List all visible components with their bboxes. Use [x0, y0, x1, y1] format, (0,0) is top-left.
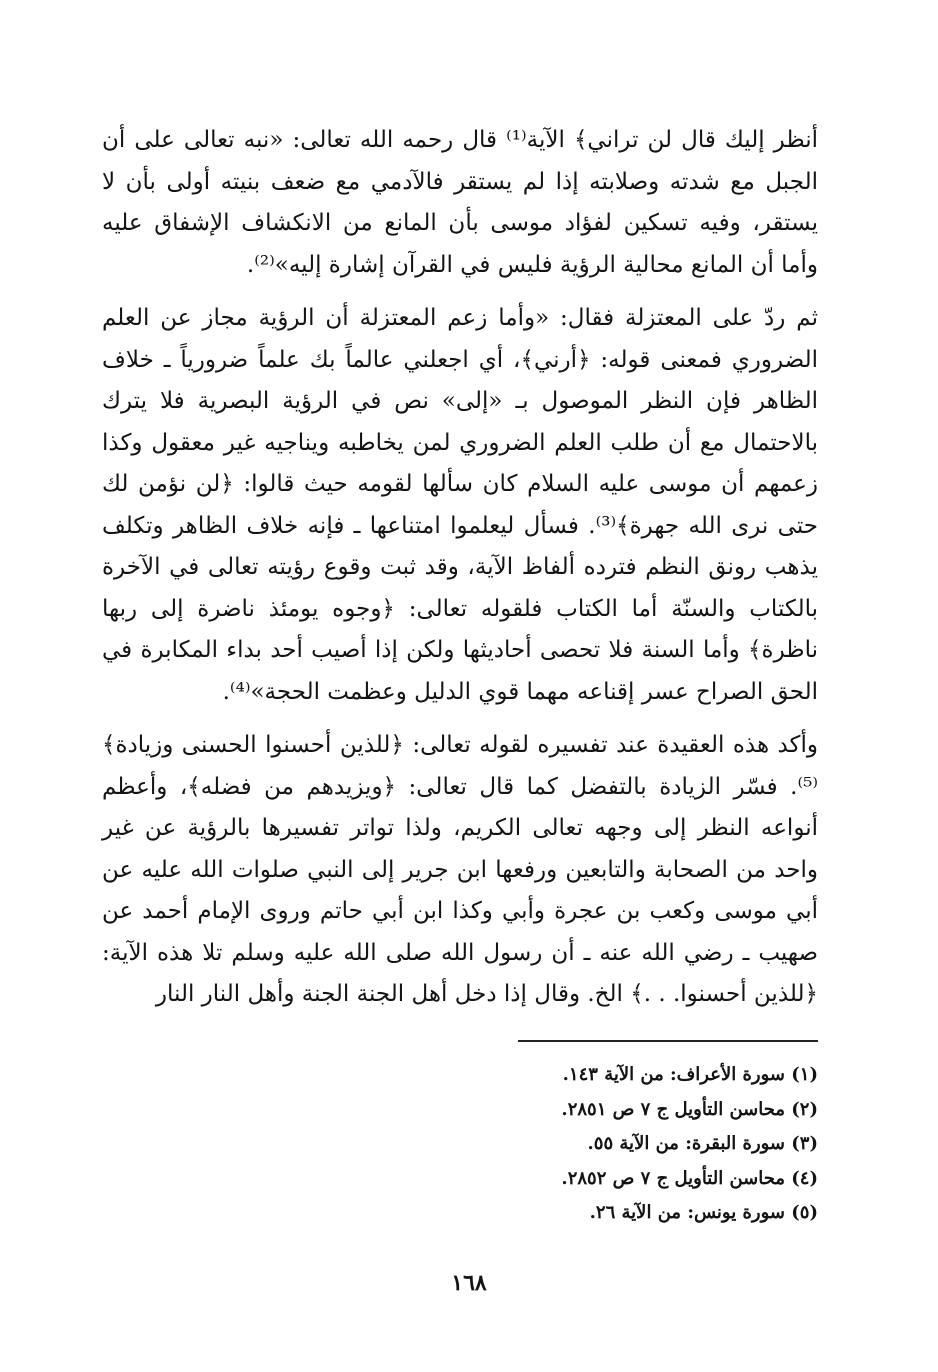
- footnote-divider: [518, 1040, 818, 1042]
- footnote: (٢) محاسن التأويل ج ٧ ص ٢٨٥١.: [561, 1098, 818, 1120]
- body-paragraph: وأكد هذه العقيدة عند تفسيره لقوله تعالى: ﴿للذين أحسنوا الحسنى وزيادة﴾⁽⁵⁾. فسّر الزيادة بالتفضل كما قال تعالى: ﴿ويزيدهم من فضله﴾، وأعظم أنواعه النظر إلى وجهه تعالى الكريم، ولذا تواتر تفسيرها بالرؤية عن غير واحد من الصحابة والتابعين ورفعها ابن جرير إلى النبي صلوات الله عليه عن أبي موسى وكعب بن عجرة وأبي وكذا ابن أبي حاتم وروى الإمام أحمد عن صهيب ـ رضي الله عنه ـ أن رسول الله صلى الله عليه وسلم تلا هذه الآية: ﴿للذين أحسنوا. . .﴾ الخ. وقال إذا دخل أهل الجنة الجنة وأهل النار النار: [102, 732, 818, 1007]
- footnote: (٣) سورة البقرة: من الآية ٥٥.: [587, 1133, 818, 1154]
- footnote: (٥) سورة يونس: من الآية ٢٦.: [589, 1202, 818, 1223]
- page-number: ١٦٨: [451, 1270, 487, 1296]
- body-paragraph: أنظر إليك قال لن تراني﴾ الآية⁽¹⁾ قال رحمه الله تعالى: «نبه تعالى على أن الجبل مع شدته وصلابته إذا لم يستقر فالآدمي مع ضعف بنيته أولى بأن لا يستقر، وفيه تسكين لفؤاد موسى بأن المانع من الانكشاف الإشفاق عليه وأما أن المانع محالية الرؤية فليس في القرآن إشارة إليه»⁽²⁾.: [102, 127, 819, 278]
- main-text: [102, 120, 818, 1016]
- footnote: (٤) محاسن التأويل ج ٧ ص ٢٨٥٢.: [561, 1167, 818, 1189]
- footnote: (١) سورة الأعراف: من الآية ١٤٣.: [562, 1064, 818, 1085]
- body-paragraph: ثم ردّ على المعتزلة فقال: «وأما زعم المعتزلة أن الرؤية مجاز عن العلم الضروري فمعنى قوله: ﴿أرني﴾، أي اجعلني عالماً بك علماً ضرورياً ـ خلاف الظاهر فإن النظر الموصول بـ «إلى» نص في الرؤية البصرية فلا يترك بالاحتمال مع أن طلب العلم الضروري لمن يخاطبه ويناجيه غير معقول وكذا زعمهم أن موسى عليه السلام كان سألها لقومه حيث قالوا: ﴿لن نؤمن لك حتى نرى الله جهرة﴾⁽³⁾. فسأل ليعلموا امتناعها ـ فإنه خلاف الظاهر وتكلف يذهب رونق النظم فترده ألفاظ الآية، وقد ثبت وقوع رؤيته تعالى في الآخرة بالكتاب والسنّة أما الكتاب فلقوله تعالى: ﴿وجوه يومئذ ناضرة إلى ربها ناظرة﴾ وأما السنة فلا تحصى أحاديثها ولكن إذا أصيب أحد بداء المكابرة في الحق الصراح عسر إقناعه مهما قوي الدليل وعظمت الحجة»⁽⁴⁾.: [102, 305, 818, 705]
- footnotes-list: [318, 1058, 818, 1231]
